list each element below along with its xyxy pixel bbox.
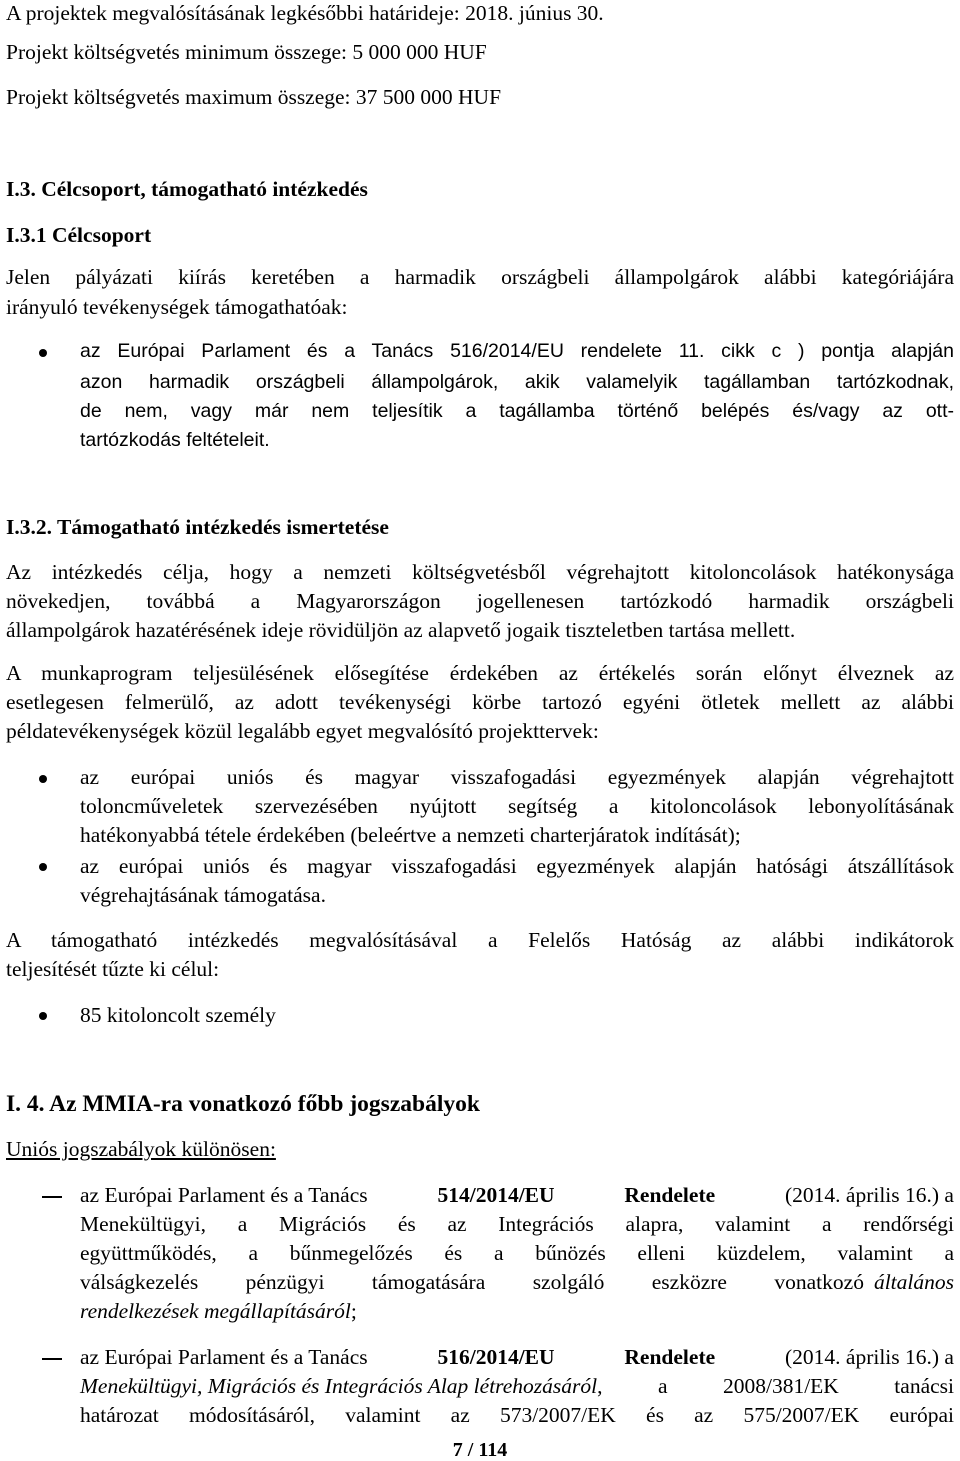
bullet1-text-2: azon harmadik országbeli állampolgárok, akik valamelyik tagállamban tartózkodnak, [80, 371, 954, 393]
law2-pre: az Európai Parlament és a Tanács [80, 1345, 368, 1369]
para2-text-1: A munkaprogram teljesülésének elősegítése érdekében az értékelés során előnyt élveznek az [6, 661, 954, 685]
para2-text-2: esetlegesen felmerülő, az adott tevékenységi körbe tartozó egyéni ötletek mellett az alábbi [6, 690, 954, 714]
bullet1-text-3: de nem, vagy már nem teljesítik a tagállamba történő belépés és/vagy az ott- [80, 400, 954, 422]
law1-line-5 [80, 1301, 357, 1323]
section-i32-heading: I.3.2. Támogatható intézkedés ismertetése [6, 515, 389, 539]
bullet4-line: 85 kitoloncolt személy [80, 1003, 276, 1027]
bullet1-line-1 [80, 342, 954, 362]
law1-text-3: együttműködés, a bűnmegelőzés és a bűnözés elleni küzdelem, valamint a [80, 1241, 954, 1265]
law2-type: Rendelete [624, 1345, 716, 1369]
union-laws-heading: Uniós jogszabályok különösen: [6, 1137, 276, 1161]
bullet2-text-1: az európai uniós és magyar visszafogadási egyezmények alapján végrehajtott [80, 765, 954, 789]
deadline-line: A projektek megvalósításának legkésőbbi határideje: 2018. június 30. [6, 1, 604, 25]
page-number: 7 / 114 [452, 1439, 508, 1461]
law2-text-2-italic: Menekültügyi, Migrációs és Integrációs Alap létrehozásáról [80, 1374, 598, 1398]
law2-line-3 [80, 1405, 954, 1427]
dash-bullet [42, 1196, 62, 1198]
bullet1-line-2 [80, 373, 954, 393]
bullet-dot [39, 775, 47, 783]
law2-number: 516/2014/EU [437, 1345, 555, 1369]
law2-text-2: , a 2008/381/EK tanácsi [597, 1374, 954, 1398]
law1-line-3 [80, 1243, 954, 1265]
section-i4-heading: I. 4. Az MMIA-ra vonatkozó főbb jogszabályok [6, 1091, 480, 1117]
para1-text-2: növekedjen, továbbá a Magyarországon jogellenesen tartózkodó harmadik országbeli [6, 589, 954, 613]
bullet2-text-2: toloncműveletek szervezésében nyújtott segítség a kitoloncolások lebonyolításának [80, 794, 954, 818]
bullet2-line-1 [80, 767, 954, 789]
bullet1-line-4: tartózkodás feltételeit. [80, 429, 270, 451]
para1-line-1 [6, 562, 954, 584]
law1-line-2 [80, 1214, 954, 1236]
bullet2-line-2 [80, 796, 954, 818]
law2-text-3: határozat módosításáról, valamint az 573/2007/EK és az 575/2007/EK európai [80, 1403, 954, 1427]
law1-text-4: válságkezelés pénzügyi támogatására szolgáló eszközre vonatkozó [80, 1270, 864, 1294]
dash-bullet [42, 1358, 62, 1360]
law1-text-2: Menekültügyi, a Migrációs és az Integrációs alapra, valamint a rendőrségi [80, 1212, 954, 1236]
para3-line-2: teljesítését tűzte ki célul: [6, 957, 220, 981]
intro-line-1 [6, 267, 954, 289]
law1-text-5-italic: rendelkezések megállapításáról [80, 1299, 351, 1323]
budget-max-line: Projekt költségvetés maximum összege: 37 500 000 HUF [6, 85, 502, 109]
law1-text-5-end: ; [350, 1299, 357, 1323]
para2-line-2 [6, 692, 954, 714]
para1-line-2 [6, 591, 954, 613]
bullet-dot [39, 1012, 47, 1020]
para2-line-1 [6, 663, 954, 685]
bullet-dot [39, 863, 47, 871]
law1-line-1 [80, 1185, 954, 1207]
para3-line-1 [6, 930, 954, 952]
para1-line-3: állampolgárok hazatérésének ideje rövidüljön az alapvető jogaik tiszteletben tartása mellett. [6, 618, 796, 642]
law1-text-4-italic: általános [873, 1270, 954, 1294]
bullet1-line-3 [80, 402, 954, 422]
section-i3-heading: I.3. Célcsoport, támogatható intézkedés [6, 177, 368, 201]
law1-type: Rendelete [624, 1183, 716, 1207]
law2-line-1 [80, 1347, 954, 1369]
law1-pre: az Európai Parlament és a Tanács [80, 1183, 368, 1207]
law2-date: (2014. április 16.) a [785, 1345, 954, 1369]
law1-date: (2014. április 16.) a [785, 1183, 954, 1207]
bullet3-line-2: végrehajtásának támogatása. [80, 883, 326, 907]
law1-number: 514/2014/EU [437, 1183, 555, 1207]
bullet-dot [39, 349, 47, 357]
intro-line-2: irányuló tevékenységek támogathatóak: [6, 295, 348, 319]
intro-text-1: Jelen pályázati kiírás keretében a harmadik országbeli állampolgárok alábbi kategóriájára [6, 265, 954, 289]
budget-min-line: Projekt költségvetés minimum összege: 5 000 000 HUF [6, 40, 487, 64]
bullet2-line-3: hatékonyabbá tétele érdekében (beleértve a nemzeti charterjáratok indítását); [80, 823, 741, 847]
para2-line-3: példatevékenységek közül legalább egyet megvalósító projekttervek: [6, 719, 599, 743]
bullet3-line-1 [80, 856, 954, 878]
law2-line-2 [80, 1376, 954, 1398]
para3-text-1: A támogatható intézkedés megvalósításával a Felelős Hatóság az alábbi indikátorok [6, 928, 954, 952]
bullet3-text-1: az európai uniós és magyar visszafogadási egyezmények alapján hatósági átszállítások [80, 854, 954, 878]
para1-text-1: Az intézkedés célja, hogy a nemzeti költségvetésből végrehajtott kitoloncolások hatékonysága [6, 560, 954, 584]
law1-line-4 [80, 1272, 954, 1294]
section-i31-heading: I.3.1 Célcsoport [6, 223, 152, 247]
bullet1-text-1: az Európai Parlament és a Tanács 516/2014/EU rendelete 11. cikk c ) pontja alapján [80, 340, 954, 362]
